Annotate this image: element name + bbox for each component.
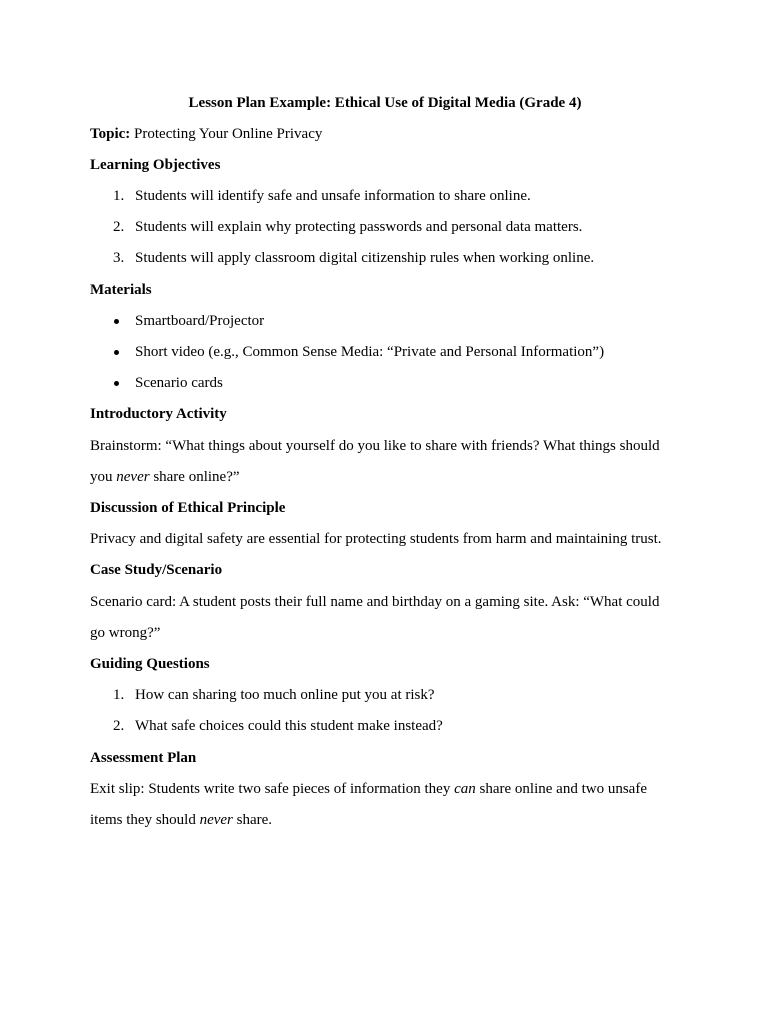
- discussion-text: Privacy and digital safety are essential for protecting students from harm and maintaining trust.: [90, 531, 662, 547]
- question-number: 1.: [113, 687, 125, 703]
- topic-value: Protecting Your Online Privacy: [134, 126, 323, 142]
- material-item: Smartboard/Projector: [135, 313, 265, 329]
- question-number: 2.: [113, 718, 125, 734]
- objective-item: Students will apply classroom digital citizenship rules when working online.: [135, 250, 595, 266]
- intro-text-line: Brainstorm: “What things about yourself do you like to share with friends? What things should: [90, 438, 660, 454]
- case-study-heading: Case Study/Scenario: [90, 562, 223, 578]
- topic-line: [90, 125, 322, 143]
- intro-heading: Introductory Activity: [90, 406, 227, 422]
- emphasis-text: can: [454, 781, 476, 797]
- objective-number: 2.: [113, 219, 125, 235]
- question-item: How can sharing too much online put you at risk?: [135, 687, 435, 703]
- topic-label: Topic:: [90, 126, 131, 142]
- text-run: you: [90, 469, 117, 485]
- objective-number: 3.: [113, 250, 125, 266]
- case-study-text-line: Scenario card: A student posts their full name and birthday on a gaming site. Ask: “What could: [90, 594, 660, 610]
- emphasis-text: never: [199, 812, 233, 828]
- bullet-icon: [114, 350, 119, 355]
- objective-number: 1.: [113, 188, 125, 204]
- guiding-heading: Guiding Questions: [90, 656, 210, 672]
- bullet-icon: [114, 381, 119, 386]
- bullet-icon: [114, 319, 119, 324]
- text-run: items they should: [90, 812, 200, 828]
- intro-text-line: [90, 468, 240, 486]
- material-item: Scenario cards: [135, 375, 223, 391]
- assessment-text-line: [90, 780, 647, 798]
- objective-item: Students will identify safe and unsafe information to share online.: [135, 188, 531, 204]
- discussion-heading: Discussion of Ethical Principle: [90, 500, 286, 516]
- text-run: Exit slip: Students write two safe pieces of information they: [90, 781, 455, 797]
- assessment-heading: Assessment Plan: [90, 750, 197, 766]
- text-run: share.: [232, 812, 273, 828]
- text-run: share online?”: [149, 469, 240, 485]
- text-run: share online and two unsafe: [475, 781, 647, 797]
- materials-heading: Materials: [90, 282, 152, 298]
- document-title: Lesson Plan Example: Ethical Use of Digital Media (Grade 4): [188, 95, 582, 111]
- material-item: Short video (e.g., Common Sense Media: “Private and Personal Information”): [135, 344, 605, 360]
- case-study-text-line: go wrong?”: [90, 625, 161, 641]
- assessment-text-line: [90, 811, 272, 829]
- emphasis-text: never: [116, 469, 150, 485]
- question-item: What safe choices could this student make instead?: [135, 718, 443, 734]
- objectives-heading: Learning Objectives: [90, 157, 221, 173]
- objective-item: Students will explain why protecting passwords and personal data matters.: [135, 219, 583, 235]
